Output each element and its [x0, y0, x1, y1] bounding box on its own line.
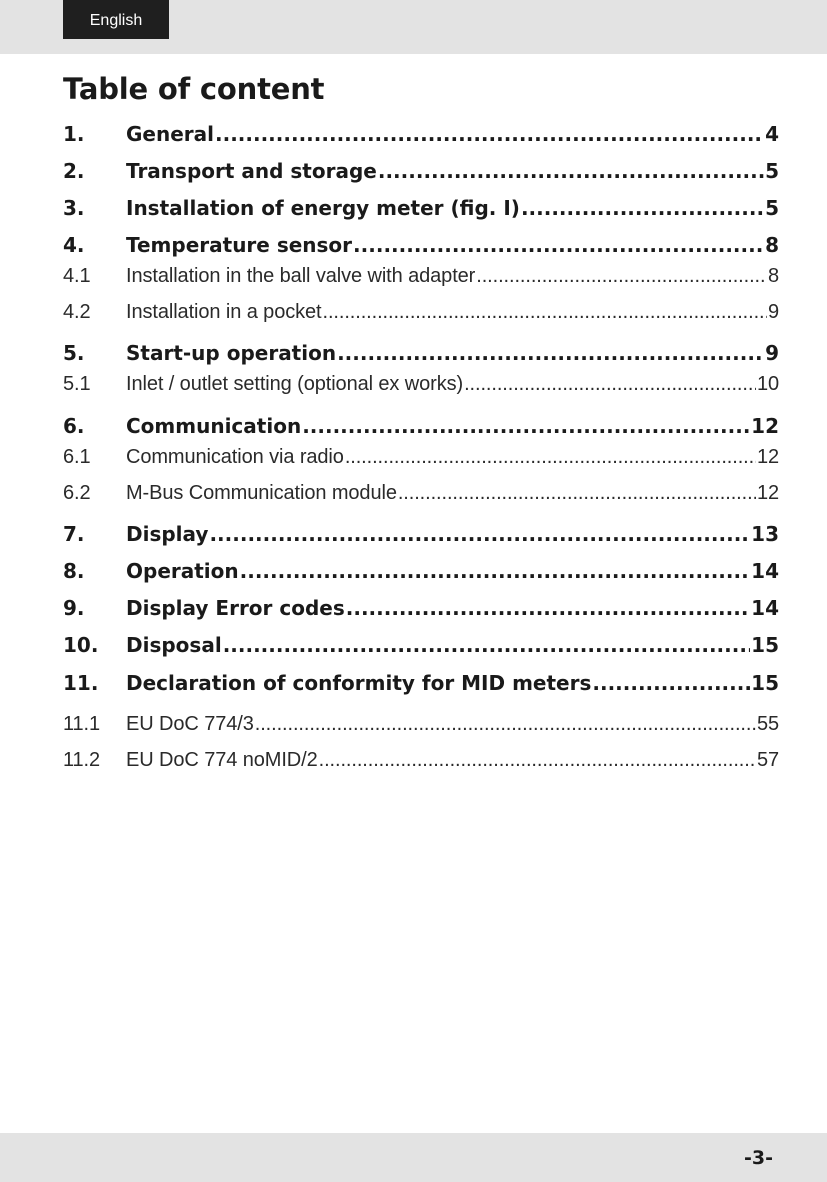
- toc-entry-number: 4.1: [63, 265, 91, 287]
- toc-entry-page: 12: [756, 482, 779, 504]
- toc-dot-leader: [323, 301, 767, 324]
- footer-band: [0, 1133, 827, 1182]
- toc-entry-label: Display Error codes: [126, 596, 345, 620]
- toc-entry[interactable]: [63, 265, 779, 288]
- toc-entry-number: 11.: [63, 671, 99, 695]
- toc-entry-page: 10: [756, 373, 779, 395]
- toc-dot-leader: [255, 713, 756, 736]
- toc-entry-page: 5: [765, 196, 779, 220]
- toc-entry-page: 13: [751, 522, 779, 546]
- toc-entry[interactable]: [63, 596, 779, 620]
- toc-entry-number: 11.1: [63, 713, 101, 735]
- toc-entry[interactable]: [63, 159, 779, 183]
- toc-dot-leader: [378, 159, 764, 183]
- toc-entry-number: 4.2: [63, 301, 91, 323]
- toc-entry-label: M-Bus Communication module: [126, 482, 397, 504]
- toc-entry-label: Temperature sensor: [126, 233, 353, 257]
- toc-dot-leader: [353, 233, 764, 257]
- toc-entry[interactable]: [63, 301, 779, 324]
- toc-dot-leader: [464, 373, 756, 396]
- toc-entry[interactable]: [63, 522, 779, 546]
- toc-entry[interactable]: [63, 414, 779, 438]
- toc-dot-leader: [398, 482, 756, 505]
- toc-entry-number: 6.2: [63, 482, 91, 504]
- toc-entry-page: 5: [765, 159, 779, 183]
- toc-entry[interactable]: [63, 559, 779, 583]
- toc-entry[interactable]: [63, 713, 779, 736]
- toc-entry[interactable]: [63, 482, 779, 505]
- toc-entry[interactable]: [63, 233, 779, 257]
- toc-entry-label: EU DoC 774 noMID/2: [126, 749, 318, 771]
- toc-entry-page: 8: [765, 233, 779, 257]
- toc-entry-page: 8: [767, 265, 779, 287]
- toc-entry[interactable]: [63, 633, 779, 657]
- toc-entry-label: Start-up operation: [126, 341, 337, 365]
- toc-dot-leader: [521, 196, 764, 220]
- toc-entry-page: 12: [756, 446, 779, 468]
- toc-entry-label: Transport and storage: [126, 159, 377, 183]
- toc-entry-page: 4: [765, 122, 779, 146]
- toc-entry[interactable]: [63, 122, 779, 146]
- toc-entry-label: Communication: [126, 414, 302, 438]
- toc-entry-label: Installation in the ball valve with adapter: [126, 265, 476, 287]
- toc-entry-label: EU DoC 774/3: [126, 713, 254, 735]
- toc-entry-page: 14: [751, 596, 779, 620]
- toc-entry[interactable]: [63, 341, 779, 365]
- toc-dot-leader: [346, 596, 750, 620]
- toc-entry[interactable]: [63, 446, 779, 469]
- toc-entry-page: 14: [751, 559, 779, 583]
- toc-entry[interactable]: [63, 671, 779, 695]
- toc-entry-number: 8.: [63, 559, 85, 583]
- toc-entry-number: 7.: [63, 522, 85, 546]
- toc-entry-number: 3.: [63, 196, 85, 220]
- toc-entry-page: 57: [756, 749, 779, 771]
- page-number: -3-: [744, 1147, 773, 1169]
- toc-entry-label: General: [126, 122, 214, 146]
- toc-entry-label: Communication via radio: [126, 446, 344, 468]
- toc-entry-label: Disposal: [126, 633, 222, 657]
- page-title: Table of content: [63, 72, 325, 106]
- toc-dot-leader: [223, 633, 750, 657]
- toc-dot-leader: [240, 559, 751, 583]
- toc-entry-number: 9.: [63, 596, 85, 620]
- toc-entry-page: 15: [751, 633, 779, 657]
- language-tab: English: [63, 0, 169, 39]
- toc-entry-number: 6.1: [63, 446, 91, 468]
- toc-dot-leader: [476, 265, 767, 288]
- toc-entry-page: 55: [756, 713, 779, 735]
- toc-entry-page: 9: [767, 301, 779, 323]
- toc-dot-leader: [209, 522, 750, 546]
- toc-dot-leader: [215, 122, 764, 146]
- toc-entry-label: Declaration of conformity for MID meters: [126, 671, 592, 695]
- toc-entry-page: 12: [751, 414, 779, 438]
- toc-entry-number: 6.: [63, 414, 85, 438]
- toc-entry-label: Installation of energy meter (fig. I): [126, 196, 520, 220]
- toc-entry[interactable]: [63, 373, 779, 396]
- toc-dot-leader: [345, 446, 756, 469]
- toc-entry-number: 5.1: [63, 373, 91, 395]
- toc-dot-leader: [337, 341, 764, 365]
- toc-entry-page: 15: [751, 671, 779, 695]
- toc-entry-label: Display: [126, 522, 209, 546]
- toc-entry-label: Operation: [126, 559, 239, 583]
- toc-entry-number: 11.2: [63, 749, 101, 771]
- toc-entry-label: Installation in a pocket: [126, 301, 322, 323]
- toc-dot-leader: [592, 671, 750, 695]
- toc-entry[interactable]: [63, 196, 779, 220]
- toc-entry-label: Inlet / outlet setting (optional ex works): [126, 373, 464, 395]
- toc-entry-number: 1.: [63, 122, 85, 146]
- toc-dot-leader: [319, 749, 756, 772]
- toc-entry-page: 9: [765, 341, 779, 365]
- toc-entry-number: 4.: [63, 233, 85, 257]
- toc-dot-leader: [302, 414, 750, 438]
- toc-entry[interactable]: [63, 749, 779, 772]
- toc-entry-number: 5.: [63, 341, 85, 365]
- toc-entry-number: 2.: [63, 159, 85, 183]
- toc-entry-number: 10.: [63, 633, 99, 657]
